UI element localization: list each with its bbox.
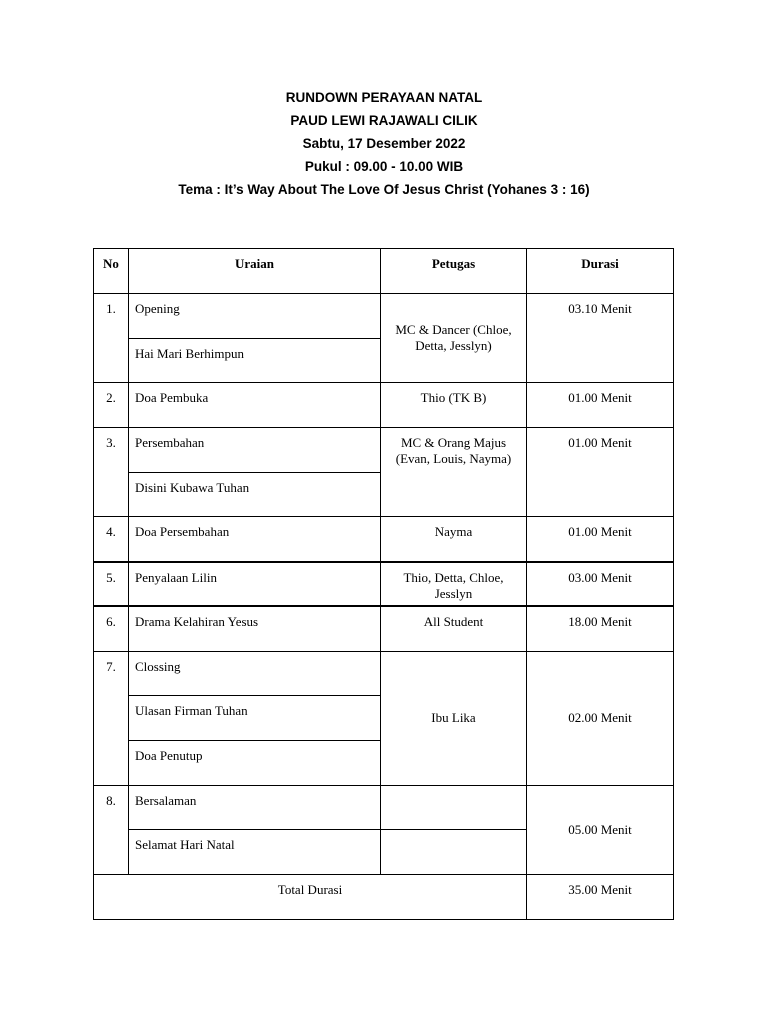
row-number: 6.: [94, 606, 129, 651]
row-number: 5.: [94, 562, 129, 607]
row-uraian: Disini Kubawa Tuhan: [129, 472, 381, 517]
row-durasi: 05.00 Menit: [527, 785, 674, 874]
row-uraian: Doa Pembuka: [129, 383, 381, 428]
table-header-row: [94, 249, 674, 294]
row-petugas: All Student: [381, 606, 527, 651]
row-number: 8.: [94, 785, 129, 874]
row-uraian: Bersalaman: [129, 785, 381, 830]
row-petugas: Nayma: [381, 517, 527, 562]
event-date: Sabtu, 17 Desember 2022: [302, 136, 466, 151]
row-uraian: Clossing: [129, 651, 381, 696]
row-durasi: 01.00 Menit: [527, 428, 674, 517]
document-header: [0, 86, 768, 201]
row-number: 2.: [94, 383, 129, 428]
row-uraian: Doa Persembahan: [129, 517, 381, 562]
row-uraian: Doa Penutup: [129, 740, 381, 785]
row-number: 7.: [94, 651, 129, 785]
event-theme: Tema : It’s Way About The Love Of Jesus Christ (Yohanes 3 : 16): [178, 182, 590, 197]
table-row: [94, 562, 674, 607]
row-petugas: [381, 785, 527, 830]
row-durasi: 01.00 Menit: [527, 517, 674, 562]
row-number: 4.: [94, 517, 129, 562]
row-uraian: Penyalaan Lilin: [129, 562, 381, 607]
row-uraian: Ulasan Firman Tuhan: [129, 696, 381, 741]
row-durasi: 03.10 Menit: [527, 294, 674, 383]
row-uraian: Hai Mari Berhimpun: [129, 338, 381, 383]
row-durasi: 02.00 Menit: [527, 651, 674, 785]
school-name: PAUD LEWI RAJAWALI CILIK: [290, 113, 478, 128]
column-header-no: No: [94, 249, 129, 294]
table-row: [94, 785, 674, 830]
table-row: [94, 651, 674, 696]
row-uraian: Persembahan: [129, 428, 381, 473]
row-petugas-empty: [381, 830, 527, 875]
row-uraian: Drama Kelahiran Yesus: [129, 606, 381, 651]
column-header-durasi: Durasi: [527, 249, 674, 294]
rundown-table: [93, 248, 674, 920]
column-header-uraian: Uraian: [129, 249, 381, 294]
row-petugas: MC & Dancer (Chloe, Detta, Jesslyn): [381, 294, 527, 383]
document-title: RUNDOWN PERAYAAN NATAL: [285, 90, 483, 105]
total-value: 35.00 Menit: [527, 874, 674, 919]
row-number: 3.: [94, 428, 129, 517]
row-durasi: 03.00 Menit: [527, 562, 674, 607]
table-row: [94, 383, 674, 428]
table-row: [94, 428, 674, 473]
event-time: Pukul : 09.00 - 10.00 WIB: [304, 159, 464, 174]
total-label: Total Durasi: [94, 874, 527, 919]
row-uraian: Opening: [129, 294, 381, 339]
table-row: [94, 606, 674, 651]
table-row: [94, 294, 674, 339]
column-header-petugas: Petugas: [381, 249, 527, 294]
row-durasi: 01.00 Menit: [527, 383, 674, 428]
row-petugas: Ibu Lika: [381, 651, 527, 785]
row-petugas: Thio, Detta, Chloe, Jesslyn: [381, 562, 527, 607]
row-uraian: Selamat Hari Natal: [129, 830, 381, 875]
row-durasi: 18.00 Menit: [527, 606, 674, 651]
total-row: [94, 874, 674, 919]
table-row: [94, 517, 674, 562]
row-petugas: Thio (TK B): [381, 383, 527, 428]
row-petugas: MC & Orang Majus (Evan, Louis, Nayma): [381, 428, 527, 517]
row-number: 1.: [94, 294, 129, 383]
